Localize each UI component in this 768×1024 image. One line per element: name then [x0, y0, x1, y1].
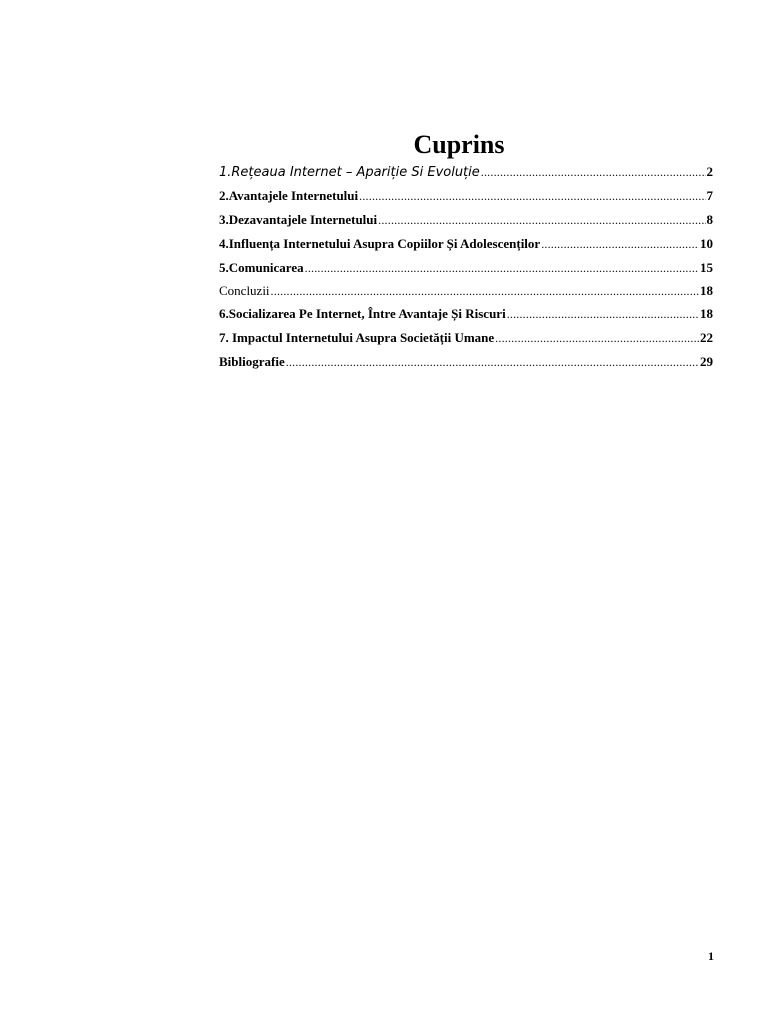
toc-entry[interactable]: [219, 354, 713, 370]
toc-entry[interactable]: [219, 330, 713, 346]
toc-entry-label: 4.Influența Internetului Asupra Copiilor Și Adolescenților: [219, 236, 541, 251]
toc-entry-label: 2.Avantajele Internetului: [219, 188, 359, 203]
toc-entry[interactable]: [219, 283, 713, 299]
toc-entry[interactable]: [219, 212, 713, 228]
dot-leader: [495, 330, 699, 346]
toc-entry[interactable]: [219, 260, 713, 276]
toc-entry[interactable]: [219, 164, 713, 180]
toc-entry-page: 22: [700, 330, 713, 345]
toc-entry-label: Bibliografie: [219, 354, 285, 369]
page-number: 1: [708, 949, 714, 963]
toc-entry-page: 18: [700, 283, 713, 298]
toc-entry-label: 1.Rețeaua Internet – Apariție Si Evoluție: [219, 165, 480, 180]
dot-leader: [378, 212, 705, 228]
toc-entry-label: 3.Dezavantajele Internetului: [219, 212, 378, 227]
dot-leader: [286, 354, 699, 370]
dot-leader: [359, 188, 705, 204]
page-title: Cuprins: [413, 130, 505, 159]
toc-entry-page: 8: [706, 212, 713, 227]
toc-entry-label: Concluzii: [219, 283, 270, 298]
dot-leader: [305, 260, 699, 276]
toc-entry-label: 6.Socializarea Pe Internet, Între Avantaje Și Riscuri: [219, 306, 506, 321]
dot-leader: [481, 164, 706, 180]
toc-entry-page: 15: [700, 260, 713, 275]
toc-entry-page: 18: [700, 306, 713, 321]
toc-entry-page: 2: [706, 164, 713, 179]
dot-leader: [271, 283, 699, 299]
dot-leader: [507, 306, 699, 322]
toc-entry-page: 7: [706, 188, 713, 203]
toc-entry-page: 29: [700, 354, 713, 369]
toc-entry[interactable]: [219, 188, 713, 204]
toc-entry-label: 5.Comunicarea: [219, 260, 304, 275]
dot-leader: [541, 236, 699, 252]
toc-entry-page: 10: [700, 236, 713, 251]
toc-entry[interactable]: [219, 236, 713, 252]
toc-entry[interactable]: [219, 306, 713, 322]
toc-entry-label: 7. Impactul Internetului Asupra Societății Umane: [219, 330, 495, 345]
